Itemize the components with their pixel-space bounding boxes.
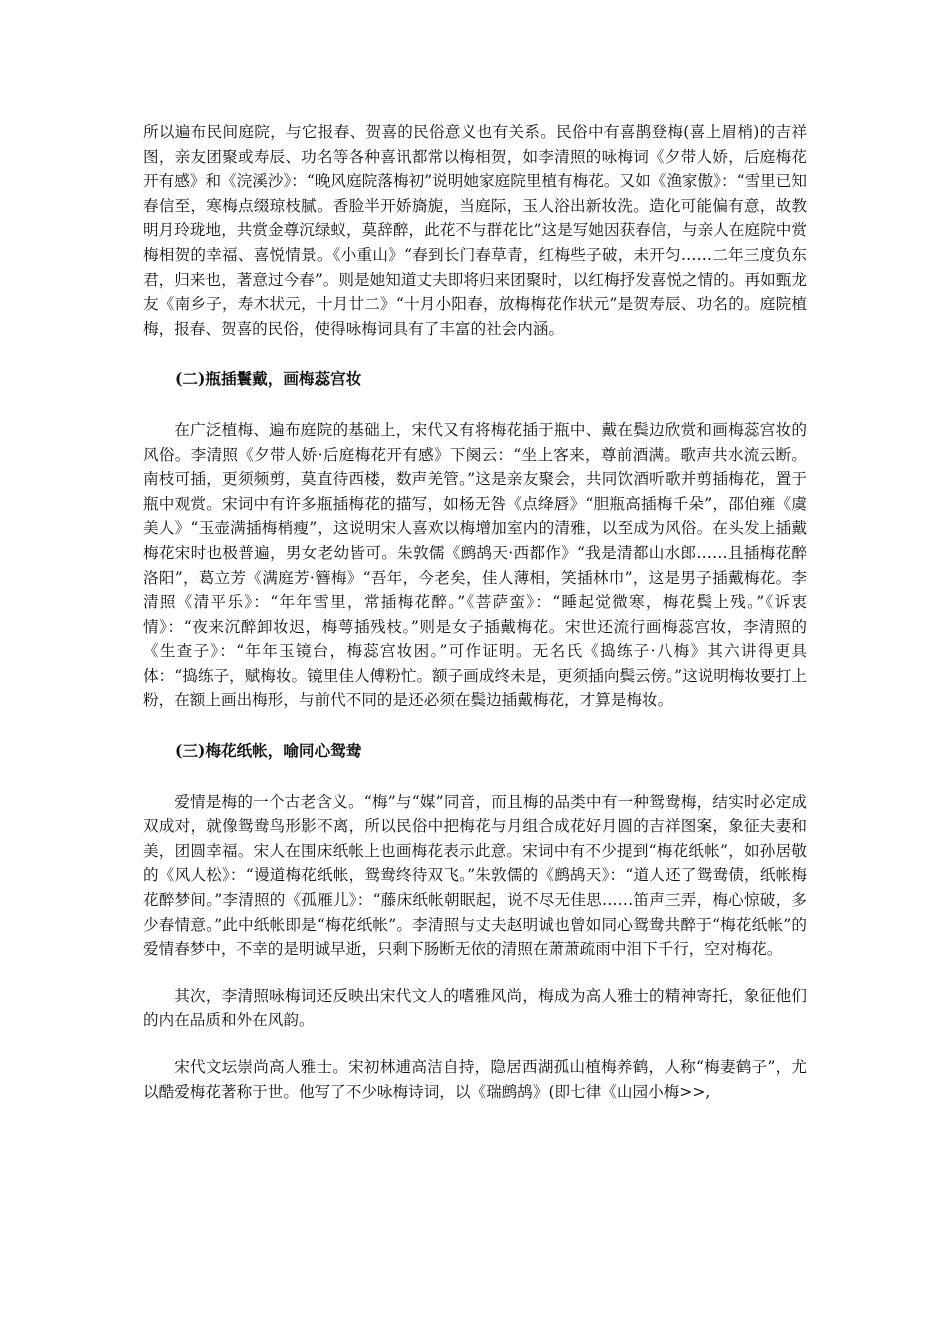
paragraph-vase-plum: 在广泛植梅、遍布庭院的基础上，宋代又有将梅花插于瓶中、戴在鬓边欣赏和画梅蕊宫妆的风俗。李清照《夕带人娇·后庭梅花开有感》下阕云：“坐上客来，尊前酒满。歌声共水流云断。南枝可插，更须频剪，莫直待西楼，数声羌管。”这是亲友聚会，共同饮酒听歌并剪插梅花，置于瓶中观赏。宋词中有许多瓶插梅花的描写，如杨无咎《点绛唇》“胆瓶高插梅千朵”，邵伯雍《虞美人》“玉壶满插梅梢瘦”，这说明宋人喜欢以梅增加室内的清雅，以至成为风俗。在头发上插戴梅花宋时也极普遍，男女老幼皆可。朱敦儒《鹧鸪天·西都作》“我是清都山水郎……且插梅花醉洛阳”，葛立芳《满庭芳·簪梅》“吾年，今老矣，佳人薄相，笑插林巾”，这是男子插戴梅花。李清照《清平乐》：“年年雪里，常插梅花醉。”《菩萨蛮》：“睡起觉微寒，梅花鬓上残。”《诉衷情》：“夜来沉醉卸妆迟，梅萼插残枝。”则是女子插戴梅花。宋世还流行画梅蕊宫妆，李清照的《生查子》：“年年玉镜台，梅蕊宫妆困。”可作证明。无名氏《捣练子·八梅》其六讲得更具体：“捣练子，赋梅妆。镜里佳人傅粉忙。额子画成终未是，更须插向鬓云傍。”这说明梅妆要打上粉，在额上画出梅形，与前代不同的是还必须在鬓边插戴梅花，才算是梅妆。 bbox=[143, 420, 807, 710]
paragraph-paper-curtain: 爱情是梅的一个古老含义。“梅”与“媒”同音，而且梅的品类中有一种鸳鸯梅，结实时必定成双成对，就像鸳鸯鸟形影不离，所以民俗中把梅花与月组合成花好月圆的吉祥图案，象征夫妻和美，团圆幸福。宋人在围床纸帐上也画梅花表示此意。宋词中有不少提到“梅花纸帐”，如孙居敬的《风人松》：“谩道梅花纸帐，鸳鸯终待双飞。”朱敦儒的《鹧鸪天》：“道人还了鸳鸯债，纸帐梅花醉梦间。”李清照的《孤雁儿》：“藤床纸帐朝眠起，说不尽无佳思……笛声三弄，梅心惊破，多少春情意。”此中纸帐即是“梅花纸帐”。李清照与丈夫赵明诚也曾如同心鸳鸯共醉于“梅花纸帐”的爱情春梦中，不幸的是明诚早逝，只剩下肠断无依的清照在萧萧疏雨中泪下千行，空对梅花。 bbox=[143, 792, 807, 959]
paragraph-lin-bu: 宋代文坛崇尚高人雅士。宋初林逋高洁自持，隐居西湖孤山植梅养鹤，人称“梅妻鹤子”，尤以酷爱梅花著称于世。他写了不少咏梅诗词，以《瑞鹧鸪》(即七律《山园小梅>>, bbox=[143, 1058, 807, 1101]
paragraph-courtyard-plum: 所以遍布民间庭院，与它报春、贺喜的民俗意义也有关系。民俗中有喜鹊登梅(喜上眉梢)的吉祥图，亲友团聚或寿辰、功名等各种喜讯都常以梅相贺，如李清照的咏梅词《夕带人娇，后庭梅花开有感》和《浣溪沙》：“晚风庭院落梅初”说明她家庭院里植有梅花。又如《渔家傲》：“雪里已知春信至，寒梅点缀琼枝腻。香脸半开娇旖旎，当庭际，玉人浴出新妆洗。造化可能偏有意，故教明月玲珑地，共赏金尊沉绿蚁，莫辞醉，此花不与群花比”这是写她因获春信，与亲人在庭院中赏梅相贺的幸福、喜悦情景。《小重山》“春到长门春草青，红梅些子破，未开匀……二年三度负东君，归来也，著意过今春”。则是她知道丈夫即将归来团聚时，以红梅抒发喜悦之情的。再如甄龙友《南乡子，寿木状元，十月廿二》“十月小阳春，放梅梅花作状元”是贺寿辰、功名的。庭院植梅，报春、贺喜的民俗，使得咏梅词具有了丰富的社会内涵。 bbox=[143, 123, 807, 338]
paragraph-literati-taste: 其次，李清照咏梅词还反映出宋代文人的嗜雅风尚，梅成为高人雅士的精神寄托，象征他们的内在品质和外在风韵。 bbox=[143, 986, 807, 1030]
document-page bbox=[143, 120, 807, 1104]
section-heading-paper-curtain: (三)梅花纸帐，喻同心鸳鸯 bbox=[175, 741, 362, 761]
section-heading-vase-plum: (二)瓶插鬟戴，画梅蕊宫妆 bbox=[175, 369, 362, 389]
